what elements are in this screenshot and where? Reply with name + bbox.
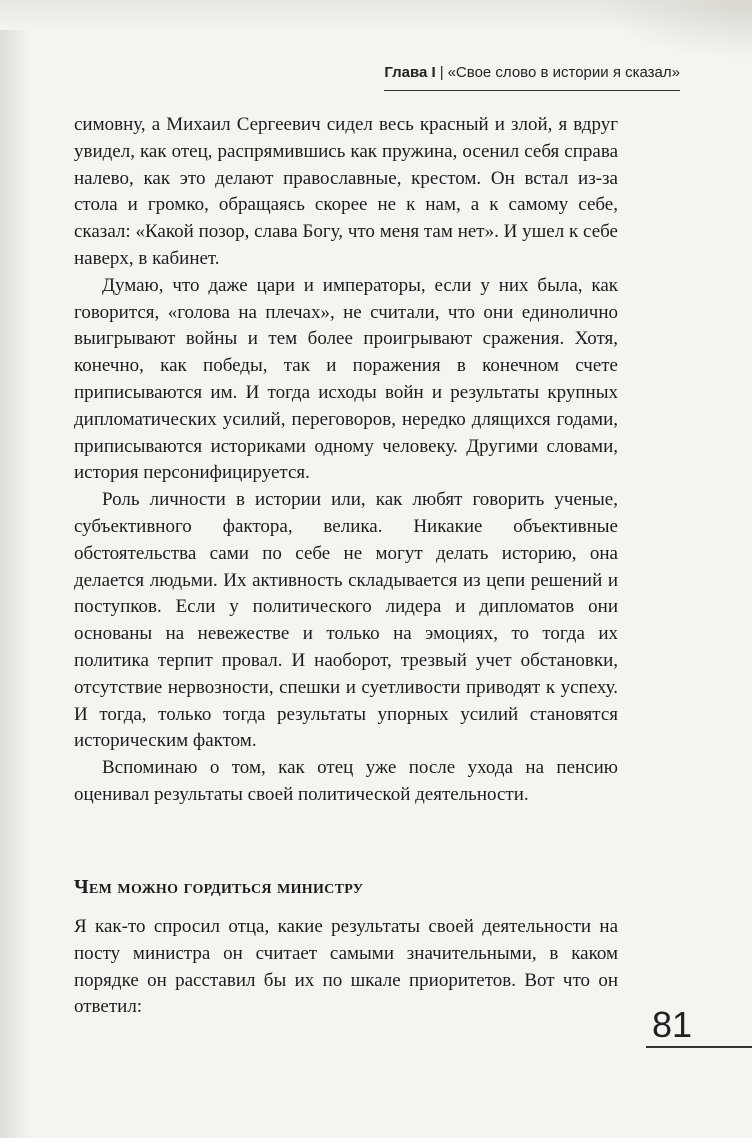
section-body-text: [74, 914, 618, 1021]
paragraph: Думаю, что даже цари и императоры, если у них была, как говорится, «голова на плечах», не считали, что они единолично выигрывают войны и тем более проигрывают сражения. Хотя, конечно, как победы, так и поражения в конечном счете приписываются им. И тогда исходы войн и результаты крупных дипломатических усилий, переговоров, нередко длящихся годами, приписываются историками одному человеку. Другими словами, история персонифицируется.: [74, 274, 618, 484]
section-heading: Чем можно гордиться министру: [74, 876, 364, 898]
chapter-title: «Свое слово в истории я сказал»: [447, 64, 680, 81]
scan-shadow-corner: [592, 0, 752, 60]
header-separator: |: [439, 64, 444, 81]
paragraph: Вспоминаю о том, как отец уже после ухода на пенсию оценивал результаты своей политической деятельности.: [74, 757, 618, 805]
chapter-label: Глава I: [384, 64, 436, 81]
paragraph: Роль личности в истории или, как любят говорить ученые, субъективного фактора, велика. Никакие объективные обстоятельства сами по себе не могут делать историю, она делается людьми. Их активность складывается из цепи решений и поступков. Если у политического лидера и дипломатов они основаны на невежестве и только на эмоциях, то тогда их политика терпит провал. И наоборот, трезвый учет обстановки, отсутствие нервозности, спешки и суетливости приводят к успеху. И тогда, только тогда результаты упорных усилий становятся историческим фактом.: [74, 489, 618, 752]
body-text: [74, 112, 618, 809]
running-header: [330, 64, 680, 81]
section-paragraph: Я как-то спросил отца, какие результаты своей деятельности на посту министра он считает самыми значительными, в каком порядке он расставил бы их по шкале приоритетов. Вот что он ответил:: [74, 916, 618, 1018]
footer-rule: [646, 1046, 752, 1048]
page-number: 81: [652, 1004, 693, 1045]
header-rule: [384, 90, 680, 91]
scan-shadow-left: [0, 0, 30, 1138]
paragraph-continued: симовну, а Михаил Сергеевич сидел весь красный и злой, я вдруг увидел, как отец, распрямившись как пружина, осенил себя справа налево, как это делают православные, крестом. Он встал из-за стола и громко, обращаясь скорее не к нам, а к самому себе, сказал: «Какой позор, слава Богу, что меня там нет». И ушел к себе наверх, в кабинет.: [74, 114, 618, 269]
